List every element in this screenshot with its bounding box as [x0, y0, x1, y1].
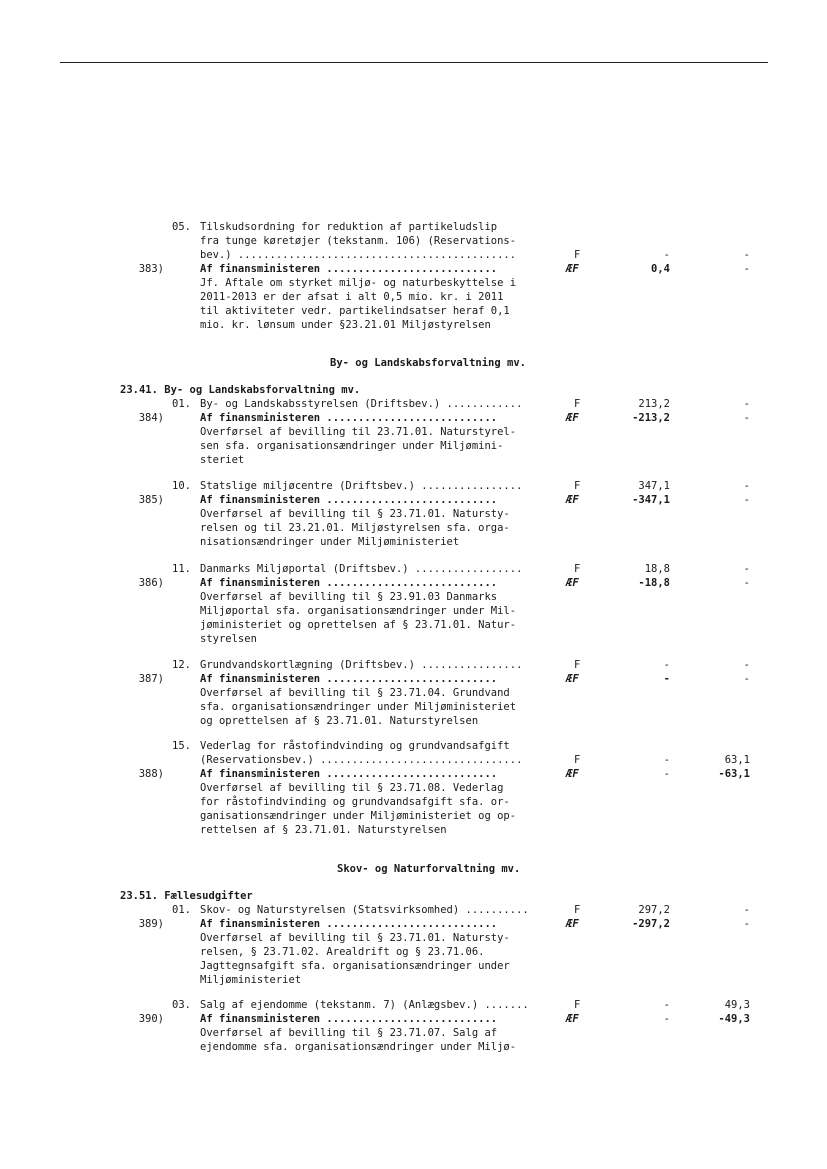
- ef-letter: ÆF: [566, 577, 579, 589]
- entry-code: 11.: [172, 563, 191, 575]
- entry-title-line: Skov- og Naturstyrelsen (Statsvirksomhed) ..........: [200, 904, 529, 916]
- note-line: ganisationsændringer under Miljøministeriet og op-: [200, 810, 517, 822]
- ef-value-2: -: [743, 263, 750, 275]
- note-line: Overførsel af bevilling til § 23.71.01. Natursty-: [200, 508, 510, 520]
- note-line: Overførsel af bevilling til § 23.91.03 Danmarks: [200, 591, 498, 603]
- note-line: sen sfa. organisationsændringer under Miljømini-: [200, 440, 504, 452]
- section-title: 23.51. Fællesudgifter: [120, 890, 253, 902]
- note-line: relsen, § 23.71.02. Arealdrift og § 23.71.06.: [200, 946, 485, 958]
- ef-letter: ÆF: [566, 263, 579, 275]
- note-line: Overførsel af bevilling til § 23.71.07. Salg af: [200, 1027, 498, 1039]
- entry-code: 12.: [172, 659, 191, 671]
- f-value-1: 213,2: [638, 398, 670, 410]
- f-letter: F: [574, 999, 581, 1011]
- entry-ref: 385): [138, 494, 164, 506]
- note-line: ejendomme sfa. organisationsændringer under Miljø-: [200, 1041, 517, 1053]
- note-line: Miljøministeriet: [200, 974, 302, 986]
- f-value-2: -: [743, 563, 750, 575]
- note-line: styrelsen: [200, 633, 257, 645]
- f-value-1: 347,1: [638, 480, 670, 492]
- entry-title-line: Danmarks Miljøportal (Driftsbev.) .................: [200, 563, 523, 575]
- f-value-2: 49,3: [724, 999, 750, 1011]
- entry-code: 05.: [172, 221, 191, 233]
- ef-letter: ÆF: [566, 768, 579, 780]
- entry-code: 15.: [172, 740, 191, 752]
- note-line: Overførsel af bevilling til § 23.71.01. Natursty-: [200, 932, 510, 944]
- ef-value-1: 0,4: [651, 263, 670, 275]
- entry-title-line: (Reservationsbev.) ................................: [200, 754, 523, 766]
- entry-ref: 387): [138, 673, 164, 685]
- ef-value-1: -: [663, 673, 670, 685]
- section-title: 23.41. By- og Landskabsforvaltning mv.: [120, 384, 361, 396]
- note-line: Jagttegnsafgift sfa. organisationsændringer under: [200, 960, 510, 972]
- note-line: Overførsel af bevilling til § 23.71.08. Vederlag: [200, 782, 504, 794]
- f-value-2: -: [743, 249, 750, 261]
- f-letter: F: [574, 754, 581, 766]
- note-line: Miljøportal sfa. organisationsændringer under Mil-: [200, 605, 517, 617]
- f-letter: F: [574, 398, 581, 410]
- ef-value-1: -347,1: [632, 494, 670, 506]
- ef-value-2: -: [743, 918, 750, 930]
- ef-value-1: -: [663, 768, 670, 780]
- ef-letter: ÆF: [566, 673, 579, 685]
- entry-title-line: Statslige miljøcentre (Driftsbev.) ................: [200, 480, 523, 492]
- ef-value-1: -297,2: [632, 918, 670, 930]
- ef-value-2: -: [743, 577, 750, 589]
- note-line: sfa. organisationsændringer under Miljøministeriet: [200, 701, 517, 713]
- ef-letter: ÆF: [566, 918, 579, 930]
- f-value-1: -: [663, 999, 670, 1011]
- f-letter: F: [574, 904, 581, 916]
- entry-ref: 388): [138, 768, 164, 780]
- f-value-2: -: [743, 904, 750, 916]
- entry-ref: 383): [138, 263, 164, 275]
- entry-title-line: Grundvandskortlægning (Driftsbev.) ................: [200, 659, 523, 671]
- note-line: relsen og til 23.21.01. Miljøstyrelsen sfa. orga-: [200, 522, 510, 534]
- note-line: Overførsel af bevilling til § 23.71.04. Grundvand: [200, 687, 510, 699]
- entry-title-line: By- og Landskabsstyrelsen (Driftsbev.) ............: [200, 398, 523, 410]
- af-line: Af finansministeren ...........................: [200, 918, 498, 930]
- ef-value-1: -213,2: [632, 412, 670, 424]
- entry-title-line: Tilskudsordning for reduktion af partikeludslip: [200, 221, 498, 233]
- f-value-2: 63,1: [724, 754, 750, 766]
- ef-value-2: -: [743, 494, 750, 506]
- af-line: Af finansministeren ...........................: [200, 768, 498, 780]
- entry-ref: 389): [138, 918, 164, 930]
- af-line: Af finansministeren ...........................: [200, 673, 498, 685]
- entry-ref: 390): [138, 1013, 164, 1025]
- f-value-1: 297,2: [638, 904, 670, 916]
- ef-value-2: -49,3: [718, 1013, 750, 1025]
- note-line: for råstofindvinding og grundvandsafgift sfa. or-: [200, 796, 510, 808]
- f-letter: F: [574, 249, 581, 261]
- f-value-1: -: [663, 249, 670, 261]
- f-value-1: -: [663, 659, 670, 671]
- note-line: 2011-2013 er der afsat i alt 0,5 mio. kr. i 2011: [200, 291, 504, 303]
- entry-code: 01.: [172, 398, 191, 410]
- af-line: Af finansministeren ...........................: [200, 412, 498, 424]
- ef-value-1: -18,8: [638, 577, 670, 589]
- f-value-2: -: [743, 398, 750, 410]
- group-heading: Skov- og Naturforvaltning mv.: [337, 863, 521, 875]
- ef-value-2: -: [743, 673, 750, 685]
- f-value-2: -: [743, 659, 750, 671]
- entry-title-line: fra tunge køretøjer (tekstanm. 106) (Reservations-: [200, 235, 517, 247]
- note-line: steriet: [200, 454, 245, 466]
- note-line: Overførsel af bevilling til 23.71.01. Naturstyrel-: [200, 426, 517, 438]
- note-line: nisationsændringer under Miljøministeriet: [200, 536, 460, 548]
- f-value-1: -: [663, 754, 670, 766]
- note-line: og oprettelsen af § 23.71.01. Naturstyrelsen: [200, 715, 479, 727]
- af-line: Af finansministeren ...........................: [200, 1013, 498, 1025]
- entry-title-line: bev.) ............................................: [200, 249, 517, 261]
- entry-code: 01.: [172, 904, 191, 916]
- f-value-1: 18,8: [644, 563, 670, 575]
- af-line: Af finansministeren ...........................: [200, 577, 498, 589]
- ef-value-1: -: [663, 1013, 670, 1025]
- ef-value-2: -63,1: [718, 768, 750, 780]
- entry-title-line: Vederlag for råstofindvinding og grundvandsafgift: [200, 740, 510, 752]
- af-line: Af finansministeren ...........................: [200, 263, 498, 275]
- f-letter: F: [574, 480, 581, 492]
- note-line: til aktiviteter vedr. partikelindsatser heraf 0,1: [200, 305, 510, 317]
- af-line: Af finansministeren ...........................: [200, 494, 498, 506]
- ef-letter: ÆF: [566, 412, 579, 424]
- note-line: rettelsen af § 23.71.01. Naturstyrelsen: [200, 824, 447, 836]
- ef-value-2: -: [743, 412, 750, 424]
- note-line: mio. kr. lønsum under §23.21.01 Miljøstyrelsen: [200, 319, 491, 331]
- group-heading: By- og Landskabsforvaltning mv.: [330, 357, 526, 369]
- entry-ref: 386): [138, 577, 164, 589]
- entry-code: 03.: [172, 999, 191, 1011]
- entry-ref: 384): [138, 412, 164, 424]
- ef-letter: ÆF: [566, 1013, 579, 1025]
- f-letter: F: [574, 563, 581, 575]
- entry-title-line: Salg af ejendomme (tekstanm. 7) (Anlægsbev.) .......: [200, 999, 529, 1011]
- entry-code: 10.: [172, 480, 191, 492]
- f-value-2: -: [743, 480, 750, 492]
- note-line: Jf. Aftale om styrket miljø- og naturbeskyttelse i: [200, 277, 517, 289]
- ef-letter: ÆF: [566, 494, 579, 506]
- note-line: jøministeriet og oprettelsen af § 23.71.01. Natur-: [200, 619, 517, 631]
- f-letter: F: [574, 659, 581, 671]
